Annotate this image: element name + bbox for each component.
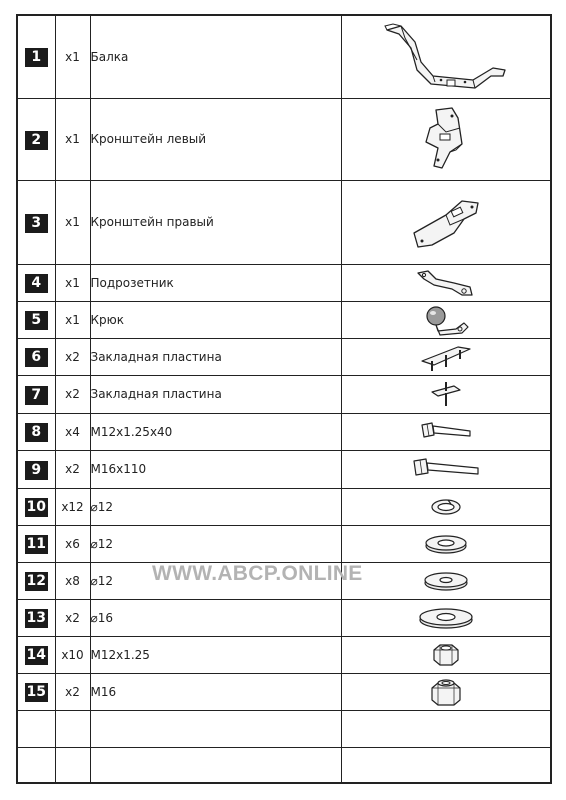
part-image-cell xyxy=(341,673,551,710)
table-row xyxy=(17,15,551,98)
part-name xyxy=(90,747,341,783)
part-number: 10 xyxy=(26,499,46,515)
part-name: M16x110 xyxy=(90,450,341,488)
part-name: ⌀12 xyxy=(90,562,341,599)
embedded-plate-icon xyxy=(418,341,474,373)
part-name: Балка xyxy=(90,15,341,98)
part-quantity: x2 xyxy=(55,338,90,375)
part-number: 4 xyxy=(25,274,48,293)
part-quantity: x1 xyxy=(55,301,90,338)
part-quantity: x1 xyxy=(55,180,90,264)
part-name xyxy=(90,710,341,747)
table-row xyxy=(17,180,551,264)
part-number: 11 xyxy=(26,536,46,552)
part-number: 9 xyxy=(25,461,48,480)
tow-beam-icon xyxy=(381,20,511,94)
table-row xyxy=(17,599,551,636)
part-name: ⌀12 xyxy=(90,488,341,525)
part-name: Подрозетник xyxy=(90,264,341,301)
part-image-cell xyxy=(341,599,551,636)
part-number-cell xyxy=(17,488,55,525)
lock-nut-icon xyxy=(426,676,466,708)
part-number-cell xyxy=(17,450,55,488)
part-image-cell xyxy=(341,180,551,264)
part-number: 5 xyxy=(25,311,48,330)
part-name: M16 xyxy=(90,673,341,710)
tow-ball-icon xyxy=(418,303,474,337)
parts-table xyxy=(16,14,552,784)
part-number: 6 xyxy=(25,348,48,367)
bolt-short-icon xyxy=(418,419,474,445)
part-number-cell xyxy=(17,525,55,562)
part-number-cell xyxy=(17,264,55,301)
part-image-cell xyxy=(341,413,551,450)
table-row xyxy=(17,673,551,710)
nut-icon xyxy=(428,640,464,670)
part-image-cell xyxy=(341,338,551,375)
part-quantity: x8 xyxy=(55,562,90,599)
bolt-long-icon xyxy=(410,456,482,482)
part-name: Кронштейн правый xyxy=(90,180,341,264)
part-quantity: x1 xyxy=(55,264,90,301)
part-number: 12 xyxy=(26,573,46,589)
part-number-cell xyxy=(17,413,55,450)
part-quantity: x2 xyxy=(55,599,90,636)
part-number: 2 xyxy=(25,131,48,150)
part-quantity: x12 xyxy=(55,488,90,525)
part-image-cell xyxy=(341,450,551,488)
part-number-cell xyxy=(17,673,55,710)
table-row xyxy=(17,375,551,413)
table-row xyxy=(17,98,551,180)
part-quantity: x1 xyxy=(55,98,90,180)
embedded-plate-small-icon xyxy=(426,378,466,410)
large-washer-icon xyxy=(421,570,471,592)
part-name: Крюк xyxy=(90,301,341,338)
part-name: Закладная пластина xyxy=(90,375,341,413)
spring-washer-icon xyxy=(428,496,464,518)
part-quantity: x10 xyxy=(55,636,90,673)
table-row xyxy=(17,450,551,488)
part-number: 8 xyxy=(25,423,48,442)
watermark: WWW.ABCP.ONLINE xyxy=(152,562,363,585)
table-row xyxy=(17,488,551,525)
part-number: 3 xyxy=(25,214,48,233)
part-image-cell xyxy=(341,301,551,338)
part-name: M12x1.25x40 xyxy=(90,413,341,450)
part-number: 15 xyxy=(26,684,46,700)
part-quantity: x2 xyxy=(55,450,90,488)
part-name: Закладная пластина xyxy=(90,338,341,375)
part-image-cell xyxy=(341,375,551,413)
part-number-cell xyxy=(17,599,55,636)
part-number-cell xyxy=(17,710,55,747)
part-number-cell xyxy=(17,338,55,375)
part-name: ⌀12 xyxy=(90,525,341,562)
part-number-cell xyxy=(17,301,55,338)
part-number: 1 xyxy=(25,48,48,67)
part-number-cell xyxy=(17,180,55,264)
table-row xyxy=(17,710,551,747)
part-quantity: x2 xyxy=(55,673,90,710)
part-quantity xyxy=(55,747,90,783)
part-number-cell xyxy=(17,15,55,98)
part-number: 13 xyxy=(26,610,46,626)
part-number-cell xyxy=(17,636,55,673)
table-row xyxy=(17,301,551,338)
table-row xyxy=(17,636,551,673)
parts-table-body xyxy=(17,15,551,783)
part-quantity xyxy=(55,710,90,747)
part-quantity: x4 xyxy=(55,413,90,450)
washer-16-icon xyxy=(416,606,476,630)
flat-washer-icon xyxy=(422,533,470,555)
part-number-cell xyxy=(17,562,55,599)
part-number: 14 xyxy=(26,647,46,663)
part-image-cell xyxy=(341,636,551,673)
part-quantity: x2 xyxy=(55,375,90,413)
table-row xyxy=(17,525,551,562)
part-name: ⌀16 xyxy=(90,599,341,636)
part-quantity: x1 xyxy=(55,15,90,98)
part-image-cell xyxy=(341,525,551,562)
part-name: Кронштейн левый xyxy=(90,98,341,180)
part-number-cell xyxy=(17,747,55,783)
part-image-cell xyxy=(341,264,551,301)
right-bracket-icon xyxy=(406,187,486,257)
table-row xyxy=(17,413,551,450)
table-row xyxy=(17,264,551,301)
part-image-cell xyxy=(341,562,551,599)
part-image-cell xyxy=(341,15,551,98)
part-image-cell xyxy=(341,98,551,180)
part-number-cell xyxy=(17,375,55,413)
part-quantity: x6 xyxy=(55,525,90,562)
table-row xyxy=(17,338,551,375)
socket-plate-icon xyxy=(414,267,478,299)
table-row xyxy=(17,747,551,783)
part-image-cell xyxy=(341,747,551,783)
part-name: M12x1.25 xyxy=(90,636,341,673)
part-number-cell xyxy=(17,98,55,180)
part-image-cell xyxy=(341,710,551,747)
part-image-cell xyxy=(341,488,551,525)
part-number: 7 xyxy=(25,386,48,405)
left-bracket-icon xyxy=(416,104,476,174)
